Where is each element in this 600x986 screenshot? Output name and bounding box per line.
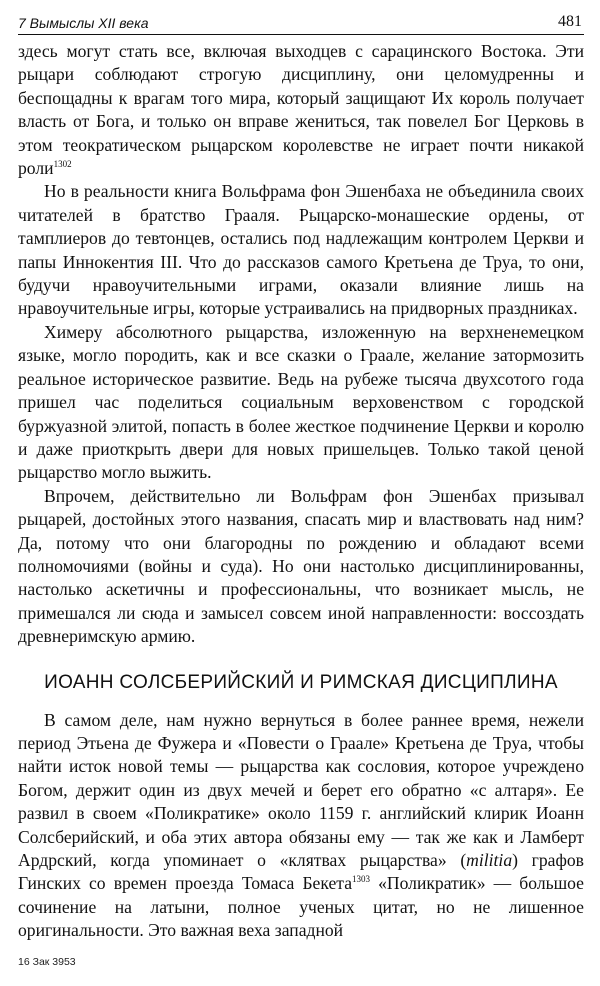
body-text [18,40,584,943]
paragraph: Химеру абсолютного рыцарства, изложенную на верхненемецком языке, могло породить, как и все сказки о Граале, желание затормозить реальное историческое развитие. Ведь на рубеже тысяча двухсотого года пришел час поделиться социальным верховенством с городской буржуазной элитой, попасть в более жесткое подчинение Церкви и королю и даже приоткрыть двери для новых пришельцев. Только такой ценой рыцарство могло выжить. [18,321,584,483]
footnote-marker: 1302 [53,159,72,170]
paragraph: В самом деле, нам нужно вернуться в более раннее время, нежели период Этьена де Фужера и «Повести о Граале» Кретьена де Труа, чтобы найти исток новой темы — рыцарства как сословия, которое учреждено Богом, держит один из двух мечей и берет его обратно «с алтаря». Ее развил в своем «Поликратике» около 1159 г. английский клирик Иоанн Солсберийский, и оба этих автора обязаны ему — так же как и Ламберт Ардрский, когда упоминает о «клятвах рыцарства» (militia) графов Гинских со времен проезда Томаса Бекета$^{1303}$ «Поликратик» — большое сочинение на латыни, полное ученых цитат, но не лишенное оригинальности. Это важная веха западной [18,709,584,941]
running-head [18,8,584,35]
printer-signature: 16 Зак 3953 [18,956,76,968]
section-heading: ИОАНН СОЛСБЕРИЙСКИЙ И РИМСКАЯ ДИСЦИПЛИНА [44,671,558,693]
page-number: 481 [558,13,582,30]
chapter-title: 7 Вымыслы XII века [18,15,149,31]
paragraph: Впрочем, действительно ли Вольфрам фон Эшенбах призывал рыцарей, достойных этого названия, спасать мир и властвовать над ним?Да, потому что они благородны по рождению и обладают всеми полномочиями (войны и суда). Но они настолько дисциплинированны, настолько аскетичны и профессиональны, что возникает мысль, не примешался ли сюда и замысел совсем иной направленности: воссоздать древнеримскую армию. [18,485,584,647]
footnote-marker: 1303 [352,874,370,885]
paragraph: Но в реальности книга Вольфрама фон Эшенбаха не объединила своих читателей в братство Грааля. Рыцарско-монашеские ордены, от тамплиеров до тевтонцев, остались под надлежащим контролем Церкви и папы Иннокентия III. Что до рассказов самого Кретьена де Труа, то они, будучи нравоучительными играми, оказали влияние лишь на нравоучительные игры, которые устраивались на придворных праздниках. [18,181,584,319]
paragraph: здесь могут стать все, включая выходцев с сарацинского Востока. Эти рыцари соблюдают строгую дисциплину, они целомудренны и беспощадны к врагам того мира, который защищают Их король получает власть от Бога, и только он вправе жениться, так повелел Бог Церковь в этом теократическом рыцарском королевстве не играет почти никакой роли$^{1302}$ [18,41,584,179]
latin-term: militia [466,850,513,870]
